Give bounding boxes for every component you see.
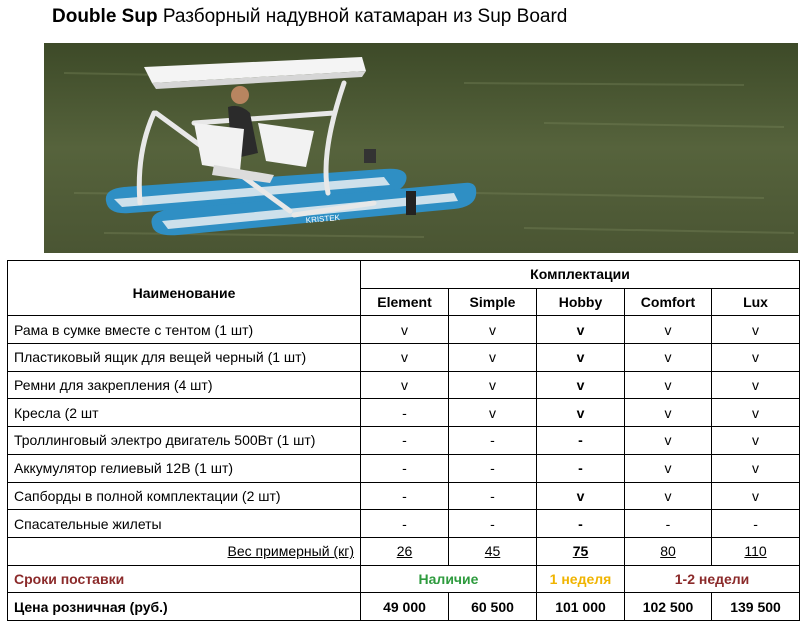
cell-element: -: [361, 454, 449, 482]
price-row: [8, 593, 800, 621]
delivery-two-weeks: 1-2 недели: [625, 565, 800, 593]
cell-element: -: [361, 427, 449, 455]
cell-simple: v: [449, 399, 537, 427]
cell-comfort: v: [625, 427, 712, 455]
row-name: Рама в сумке вместе с тентом (1 шт): [8, 316, 361, 344]
weight-hobby: 75: [537, 537, 625, 565]
row-name: Аккумулятор гелиевый 12В (1 шт): [8, 454, 361, 482]
cell-lux: -: [712, 510, 800, 538]
table-row: [8, 510, 800, 538]
board-brand-text: KRISTEK: [305, 213, 341, 225]
row-name: Пластиковый ящик для вещей черный (1 шт): [8, 344, 361, 372]
cell-simple: -: [449, 454, 537, 482]
configurations-table: [7, 260, 800, 621]
cell-element: v: [361, 344, 449, 372]
cell-element: v: [361, 371, 449, 399]
product-photo: [44, 43, 798, 253]
cell-lux: v: [712, 371, 800, 399]
column-header-element: Element: [361, 288, 449, 316]
row-name: Кресла (2 шт: [8, 399, 361, 427]
cell-hobby: -: [537, 454, 625, 482]
cell-simple: v: [449, 344, 537, 372]
cell-lux: v: [712, 344, 800, 372]
cell-simple: -: [449, 510, 537, 538]
cell-lux: v: [712, 316, 800, 344]
configurations-header: Комплектации: [361, 261, 800, 289]
cell-hobby: v: [537, 316, 625, 344]
cell-comfort: v: [625, 371, 712, 399]
row-name: Сапборды в полной комплектации (2 шт): [8, 482, 361, 510]
row-name: Троллинговый электро двигатель 500Вт (1 шт): [8, 427, 361, 455]
cell-element: -: [361, 399, 449, 427]
cell-comfort: v: [625, 482, 712, 510]
table-row: [8, 482, 800, 510]
cell-element: -: [361, 510, 449, 538]
cell-hobby: -: [537, 427, 625, 455]
delivery-in-stock: Наличие: [361, 565, 537, 593]
delivery-label: Сроки поставки: [8, 565, 361, 593]
weight-element: 26: [361, 537, 449, 565]
cell-hobby: v: [537, 344, 625, 372]
column-header-simple: Simple: [449, 288, 537, 316]
delivery-row: [8, 565, 800, 593]
product-brand: Double Sup: [52, 6, 158, 27]
table-row: [8, 427, 800, 455]
price-comfort: 102 500: [625, 593, 712, 621]
table-row: [8, 316, 800, 344]
table-row: [8, 454, 800, 482]
cell-hobby: v: [537, 482, 625, 510]
cell-simple: -: [449, 427, 537, 455]
cell-simple: -: [449, 482, 537, 510]
column-header-comfort: Comfort: [625, 288, 712, 316]
cell-comfort: v: [625, 399, 712, 427]
cell-comfort: v: [625, 344, 712, 372]
price-lux: 139 500: [712, 593, 800, 621]
weight-comfort: 80: [625, 537, 712, 565]
cell-lux: v: [712, 454, 800, 482]
delivery-one-week: 1 неделя: [537, 565, 625, 593]
row-name: Спасательные жилеты: [8, 510, 361, 538]
cell-comfort: -: [625, 510, 712, 538]
table-row: [8, 344, 800, 372]
cell-hobby: v: [537, 371, 625, 399]
table-row: [8, 399, 800, 427]
table-header-group-row: [8, 261, 800, 289]
price-label: Цена розничная (руб.): [8, 593, 361, 621]
cell-comfort: v: [625, 454, 712, 482]
price-simple: 60 500: [449, 593, 537, 621]
cell-lux: v: [712, 482, 800, 510]
cell-comfort: v: [625, 316, 712, 344]
price-element: 49 000: [361, 593, 449, 621]
weight-simple: 45: [449, 537, 537, 565]
cell-hobby: v: [537, 399, 625, 427]
weight-lux: 110: [712, 537, 800, 565]
row-name: Ремни для закрепления (4 шт): [8, 371, 361, 399]
column-header-hobby: Hobby: [537, 288, 625, 316]
cell-hobby: -: [537, 510, 625, 538]
table-row: [8, 371, 800, 399]
weight-row: [8, 537, 800, 565]
weight-label: Вес примерный (кг): [8, 537, 361, 565]
column-header-lux: Lux: [712, 288, 800, 316]
product-subtitle: Разборный надувной катамаран из Sup Board: [162, 6, 568, 27]
name-column-header: Наименование: [8, 261, 361, 316]
cell-element: -: [361, 482, 449, 510]
cell-lux: v: [712, 427, 800, 455]
price-hobby: 101 000: [537, 593, 625, 621]
cell-element: v: [361, 316, 449, 344]
cell-simple: v: [449, 371, 537, 399]
cell-lux: v: [712, 399, 800, 427]
cell-simple: v: [449, 316, 537, 344]
page-title: [52, 6, 567, 28]
